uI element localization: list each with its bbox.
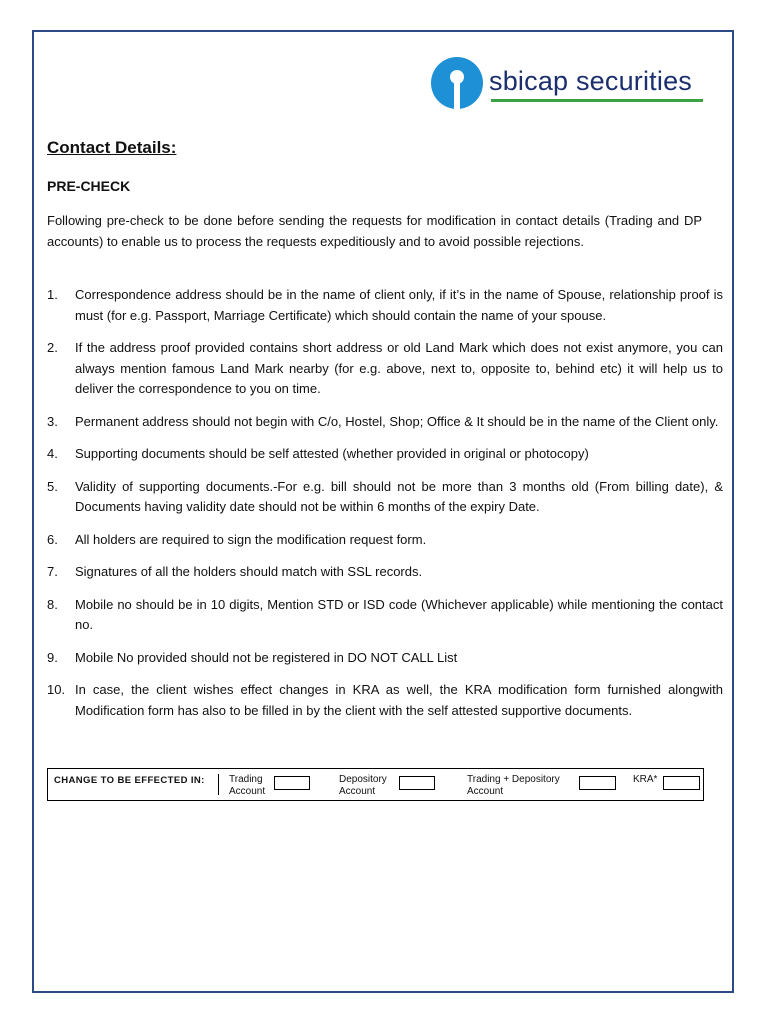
divider [218,774,219,795]
list-item [47,444,723,465]
item-text: Mobile no should be in 10 digits, Mention STD or ISD code (Whichever applicable) while mentioning the contact no. [75,596,723,632]
item-text: Supporting documents should be self attested (whether provided in original or photocopy) [75,446,589,461]
item-number: 10. [47,682,66,697]
item-number: 5. [47,478,58,494]
list-item [47,530,723,551]
option-label-line2: Account [339,785,376,797]
option-label-line1: Depository [339,774,387,785]
item-number: 9. [47,649,58,665]
option-kra [633,774,657,786]
option-label-line1: KRA* [633,774,658,785]
list-item [47,648,723,669]
item-number: 7. [47,564,58,579]
list-item [47,680,723,721]
list-item [47,595,723,636]
item-number: 8. [47,596,58,612]
change-box-title: CHANGE TO BE EFFECTED IN: [54,775,205,786]
list-item [47,285,723,326]
option-label-line1: Trading [229,774,263,785]
section-subheading: PRE-CHECK [47,178,131,194]
option-depository-account [339,774,387,797]
list-item [47,412,723,433]
item-text: Permanent address should not begin with C/o, Hostel, Shop; Office & It should be in the name of the Client only. [75,413,719,429]
brand-underline [491,99,703,102]
list-item [47,562,723,583]
item-text: In case, the client wishes effect changes in KRA as well, the KRA modification form furnished alongwith Modification form has also to be filled in by the client with the self attested supportive documents. [75,682,723,718]
item-number: 4. [47,446,58,461]
kra-checkbox[interactable] [663,776,700,790]
item-number: 6. [47,531,58,547]
item-text: All holders are required to sign the modification request form. [75,531,427,547]
precheck-list [47,285,723,733]
depository-account-checkbox[interactable] [399,776,435,790]
list-item [47,477,723,518]
option-label-line2: Account [229,785,266,797]
sbi-logo-icon [431,57,483,109]
item-text: Validity of supporting documents.-For e.g. bill should not be more than 3 months old (From billing date), & Documents having validity date should not be within 6 months of the expiry Date. [75,478,723,514]
intro-paragraph: Following pre-check to be done before sending the requests for modification in contact details (Trading and DP accounts) to enable us to process the requests expeditiously and to avoid possible rejections. [47,213,702,249]
item-text: Signatures of all the holders should match with SSL records. [75,564,423,579]
brand-name: sbicap securities [489,66,692,96]
item-text: Mobile No provided should not be registered in DO NOT CALL List [75,649,458,665]
item-number: 1. [47,287,58,302]
list-item [47,338,723,400]
option-label-line2: Account [467,785,504,797]
option-trading-account [229,774,265,797]
sbicap-logo [431,57,711,109]
page-title: Contact Details: [47,138,177,157]
option-label-line1: Trading + Depository [467,774,560,785]
option-trading-depository-account [467,774,560,797]
item-text: If the address proof provided contains short address or old Land Mark which does not exist anymore, you can always mention famous Land Mark nearby (for e.g. above, next to, opposite to, behind etc) it will help us to deliver the correspondence to you on time. [75,340,723,396]
trading-depository-checkbox[interactable] [579,776,616,790]
change-to-be-effected-box [47,768,704,801]
trading-account-checkbox[interactable] [274,776,310,790]
item-number: 3. [47,413,58,429]
item-text: Correspondence address should be in the name of client only, if it’s in the name of Spouse, relationship proof is must (for e.g. Passport, Marriage Certificate) which should contain the name of your spouse. [75,287,723,323]
item-number: 2. [47,340,58,355]
